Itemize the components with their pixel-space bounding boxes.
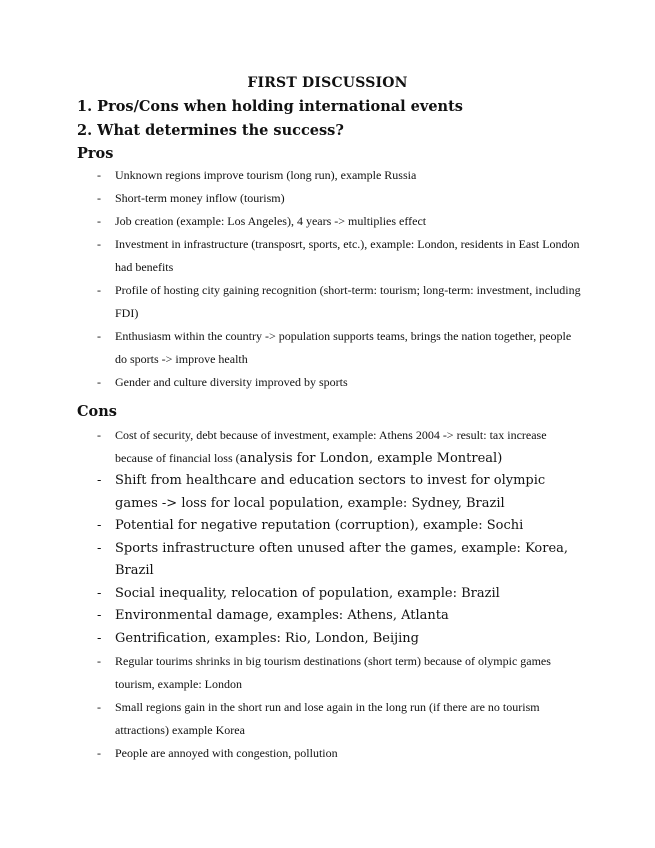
list-item: - Small regions gain in the short run and lose again in the long run (if there are no tourism attractions) example Korea xyxy=(0,696,655,742)
list-item: - Investment in infrastructure (transposrt, sports, etc.), example: London, residents in East London had benefits xyxy=(0,233,655,279)
list-item: - Potential for negative reputation (corruption), example: Sochi xyxy=(0,515,655,538)
question-2: 2. What determines the success? xyxy=(77,122,344,139)
cons-heading: Cons xyxy=(77,403,117,420)
document-title: FIRST DISCUSSION xyxy=(247,75,408,91)
question-1: 1. Pros/Cons when holding international events xyxy=(77,98,463,115)
list-item: - Profile of hosting city gaining recognition (short-term: tourism; long-term: investment, including FDI) xyxy=(0,279,655,325)
list-item: - Gender and culture diversity improved by sports xyxy=(0,371,655,394)
list-item: - Regular tourims shrinks in big tourism destinations (short term) because of olympic games tourism, example: London xyxy=(0,650,655,696)
cons-item-part: Cost of security, debt because of investment, example: Athens 2004 -> result: tax increase because of financial loss ( xyxy=(115,428,547,465)
list-item xyxy=(0,424,655,470)
list-item: - Gentrification, examples: Rio, London, Beijing xyxy=(0,628,655,651)
list-item: - Enthusiasm within the country -> population supports teams, brings the nation together, people do sports -> improve health xyxy=(0,325,655,371)
list-item: - People are annoyed with congestion, pollution xyxy=(0,742,655,765)
cons-list xyxy=(0,424,655,765)
list-item: - Shift from healthcare and education sectors to invest for olympic games -> loss for local population, example: Sydney, Brazil xyxy=(0,470,655,515)
list-item: - Short-term money inflow (tourism) xyxy=(0,187,655,210)
list-item: - Job creation (example: Los Angeles), 4 years -> multiplies effect xyxy=(0,210,655,233)
pros-heading: Pros xyxy=(77,145,114,162)
list-item: - Environmental damage, examples: Athens, Atlanta xyxy=(0,605,655,628)
pros-list xyxy=(0,164,655,394)
list-item: - Unknown regions improve tourism (long run), example Russia xyxy=(0,164,655,187)
list-item: - Sports infrastructure often unused after the games, example: Korea, Brazil xyxy=(0,538,655,583)
list-item: - Social inequality, relocation of population, example: Brazil xyxy=(0,583,655,606)
cons-item-part: analysis for London, example Montreal) xyxy=(239,451,503,466)
